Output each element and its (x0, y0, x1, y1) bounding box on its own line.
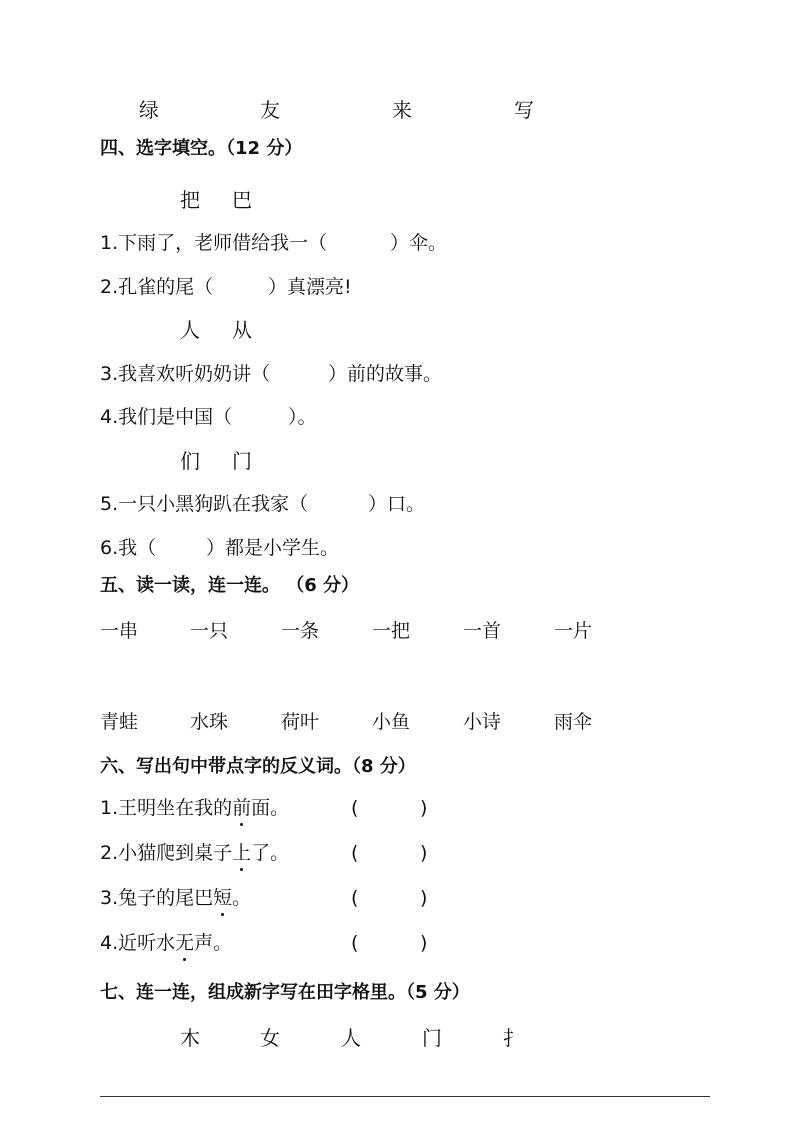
antonym-sentence (100, 931, 232, 955)
answer-paren-close: ) (420, 887, 428, 909)
sentence-text: 2.小猫爬到桌子 (100, 842, 233, 864)
noun-word: 青蛙 (100, 711, 139, 733)
antonym-sentence (100, 886, 251, 910)
character-part: 人 (341, 1026, 361, 1050)
question-4-suffix: ）。 (288, 406, 317, 428)
character-part: 女 (260, 1026, 280, 1050)
measure-word: 一条 (281, 620, 320, 642)
sentence-text: 。 (232, 887, 252, 909)
top-char: 来 (392, 98, 412, 122)
character-part: 木 (180, 1026, 200, 1050)
section-4-title: 四、选字填空。（12 分） (100, 138, 303, 159)
question-6-suffix: ）都是小学生。 (206, 537, 340, 559)
measure-word: 一片 (554, 620, 593, 642)
answer-paren-open: ( (351, 842, 359, 864)
measure-word: 一把 (372, 620, 411, 642)
measure-word: 一只 (190, 620, 229, 642)
bottom-divider (100, 1096, 710, 1097)
answer-paren-open: ( (351, 932, 359, 954)
option-char: 把 (180, 188, 200, 212)
sentence-text: 1.王明坐在我的 (100, 797, 233, 819)
dotted-char: 上 (232, 842, 252, 864)
section-7-title: 七、连一连，组成新字写在田字格里。（5 分） (100, 982, 470, 1003)
measure-word: 一串 (100, 620, 139, 642)
top-char: 写 (514, 98, 534, 122)
question-1-prefix: 1.下雨了，老师借给我一（ (100, 232, 328, 254)
question-5-suffix: ）口。 (368, 493, 426, 515)
option-char: 门 (232, 449, 252, 473)
dotted-char: 前 (232, 797, 252, 819)
option-char: 从 (232, 318, 252, 342)
sentence-text: 声。 (194, 932, 233, 954)
answer-paren-close: ) (420, 797, 428, 819)
question-4-prefix: 4.我们是中国（ (100, 406, 233, 428)
noun-word: 荷叶 (281, 711, 320, 733)
antonym-sentence (100, 796, 289, 820)
option-char: 巴 (232, 188, 252, 212)
character-part: 扌 (503, 1026, 523, 1050)
noun-word: 雨伞 (554, 711, 593, 733)
question-5-prefix: 5.一只小黑狗趴在我家（ (100, 493, 309, 515)
answer-paren-close: ) (420, 842, 428, 864)
antonym-sentence (100, 841, 289, 865)
dotted-char: 短 (213, 887, 233, 909)
question-3-suffix: ）前的故事。 (328, 363, 443, 385)
measure-word: 一首 (463, 620, 502, 642)
dotted-char: 无 (175, 932, 195, 954)
option-char: 人 (180, 318, 200, 342)
section-5-title: 五、读一读，连一连。 （6 分） (100, 575, 360, 596)
question-3-prefix: 3.我喜欢听奶奶讲（ (100, 363, 271, 385)
sentence-text: 面。 (251, 797, 290, 819)
answer-paren-open: ( (351, 797, 359, 819)
character-part: 门 (422, 1026, 442, 1050)
question-2-prefix: 2.孔雀的尾（ (100, 276, 214, 298)
option-char: 们 (180, 449, 200, 473)
sentence-text: 4.近听水 (100, 932, 176, 954)
question-6-prefix: 6.我（ (100, 537, 157, 559)
noun-word: 小诗 (463, 711, 502, 733)
question-2-suffix: ）真漂亮! (268, 276, 352, 298)
answer-paren-open: ( (351, 887, 359, 909)
noun-word: 小鱼 (372, 711, 411, 733)
sentence-text: 3.兔子的尾巴 (100, 887, 214, 909)
answer-paren-close: ) (420, 932, 428, 954)
noun-word: 水珠 (190, 711, 229, 733)
top-char: 绿 (139, 98, 159, 122)
top-char: 友 (260, 98, 280, 122)
sentence-text: 了。 (251, 842, 290, 864)
question-1-suffix: ）伞。 (390, 232, 448, 254)
section-6-title: 六、写出句中带点字的反义词。（8 分） (100, 756, 416, 777)
